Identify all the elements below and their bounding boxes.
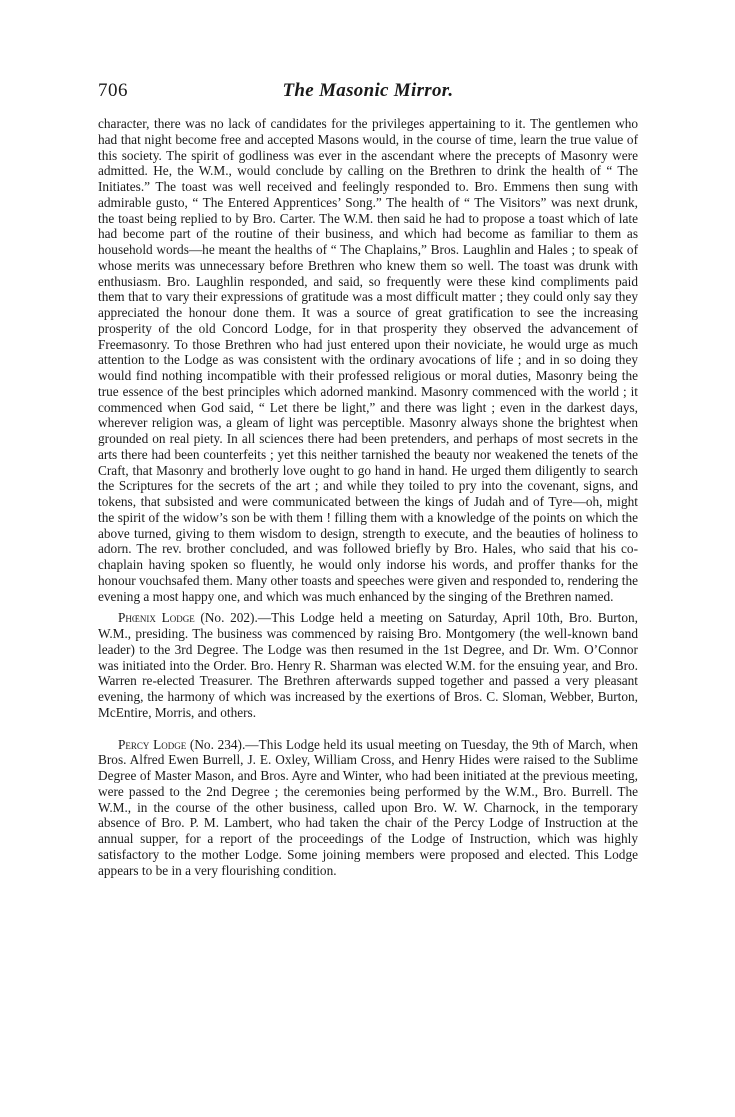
article-body: [98, 116, 638, 878]
phoenix-lodge-report: (No. 202).—This Lodge held a meeting on Saturday, April 10th, Bro. Burton, W.M., presiding. The business was commenced by raising Bro. Montgomery (the well-known band leader) to the 3rd Degree. The Lodge was then resumed in the 1st Degree, and Dr. Wm. O’Connor was initiated into the Order. Bro. Henry R. Sharman was elected W.M. for the ensuing year, and Bro. Warren re-elected Treasurer. The Brethren afterwards supped together and passed a very pleasant evening, the harmony of which was increased by the exertions of Bros. C. Sloman, Webber, Burton, McEntire, Morris, and others.: [98, 610, 638, 720]
percy-lodge-report: (No. 234).—This Lodge held its usual meeting on Tuesday, the 9th of March, when Bros. Alfred Ewen Burrell, J. E. Oxley, William Cross, and Henry Hides were raised to the Sublime Degree of Master Mason, and Bros. Ayre and Winter, who had been initiated at the previous meeting, were passed to the 2nd Degree ; the ceremonies being performed by the W.M., Bro. Burrell. The W.M., in the course of the other business, called upon Bro. W. W. Charnock, in the temporary absence of Bro. P. M. Lambert, who had taken the chair of the Percy Lodge of Instruction at the annual supper, for a report of the proceedings of the Lodge of Instruction, which was highly satisfactory to the mother Lodge. Some joining members were proposed and elected. This Lodge appears to be in a very flourishing condition.: [98, 736, 638, 878]
page-header: [98, 80, 638, 104]
lodge-name-percy: Percy Lodge: [118, 736, 187, 752]
paragraph-percy-lodge: [98, 737, 638, 879]
paragraph-phoenix-lodge: [98, 610, 638, 720]
paragraph-concord-lodge-toasts: character, there was no lack of candidates for the privileges appertaining to it. The gentlemen who had that night become free and accepted Masons would, in the course of time, learn the true value of this society. The spirit of godliness was ever in the ascendant where the precepts of Masonry were admitted. He, the W.M., would conclude by calling on the Brethren to drink the health of “ The Initiates.” The toast was well received and feelingly responded to. Bro. Emmens then sung with admirable gusto, “ The Entered Apprentices’ Song.” The health of “ The Visitors” was next drunk, the toast being replied to by Bro. Carter. The W.M. then said he had to propose a toast which of late had become part of the routine of their business, and which had become as familiar to them as household words—he meant the healths of “ The Chaplains,” Bros. Laughlin and Hales ; to speak of whose merits was unnecessary before Brethren who knew them so well. The toast was drunk with enthusiasm. Bro. Laughlin responded, and said, so frequently were these kind compliments paid them that to vary their expressions of gratitude was a most difficult matter ; they could only say they appreciated the honour done them. It was a source of great gratification to see the increasing prosperity of the old Concord Lodge, for in that prosperity they observed the advancement of Freemasonry. To those Brethren who had just entered upon their noviciate, he would urge as much attention to the Lodge as was consistent with the ordinary avocations of life ; and in so doing they would find nothing incompatible with their professed religious or moral duties, Masonry being the true essence of the best principles which adorned mankind. Masonry commenced with the world ; it commenced when God said, “ Let there be light,” and there was light ; even in the darkest days, wherever religion was, a gleam of light was perceptible. Masonry always shone the brightest when grounded on real piety. In all sciences there had been pretenders, and perhaps of most secrets in the arts there had been counterfeits ; yet this neither tarnished the beauty nor weakened the tenets of the Craft, that Masonry and brotherly love ought to go hand in hand. He urged them diligently to search the Scriptures for the secrets of the art ; and while they toiled to pry into the covenant, signs, and tokens, that subsisted and were communicated between the kings of Judah and of Tyre—oh, might the spirit of the widow’s son be with them ! filling them with a knowledge of the points on which the above turned, giving to them wisdom to design, strength to execute, and the beauties of holiness to adorn. The rev. brother concluded, and was followed briefly by Bro. Hales, who said that his co-chaplain having spoken so fluently, he would only indorse his words, and proffer thanks for the honour vouchsafed them. Many other toasts and speeches were given and responded to, rendering the evening a most happy one, and which was much enhanced by the singing of the Brethren named.: [98, 116, 638, 604]
page-number: 706: [98, 80, 128, 101]
lodge-name-phoenix: Phœnix Lodge: [118, 610, 195, 626]
running-title: The Masonic Mirror.: [282, 80, 454, 101]
